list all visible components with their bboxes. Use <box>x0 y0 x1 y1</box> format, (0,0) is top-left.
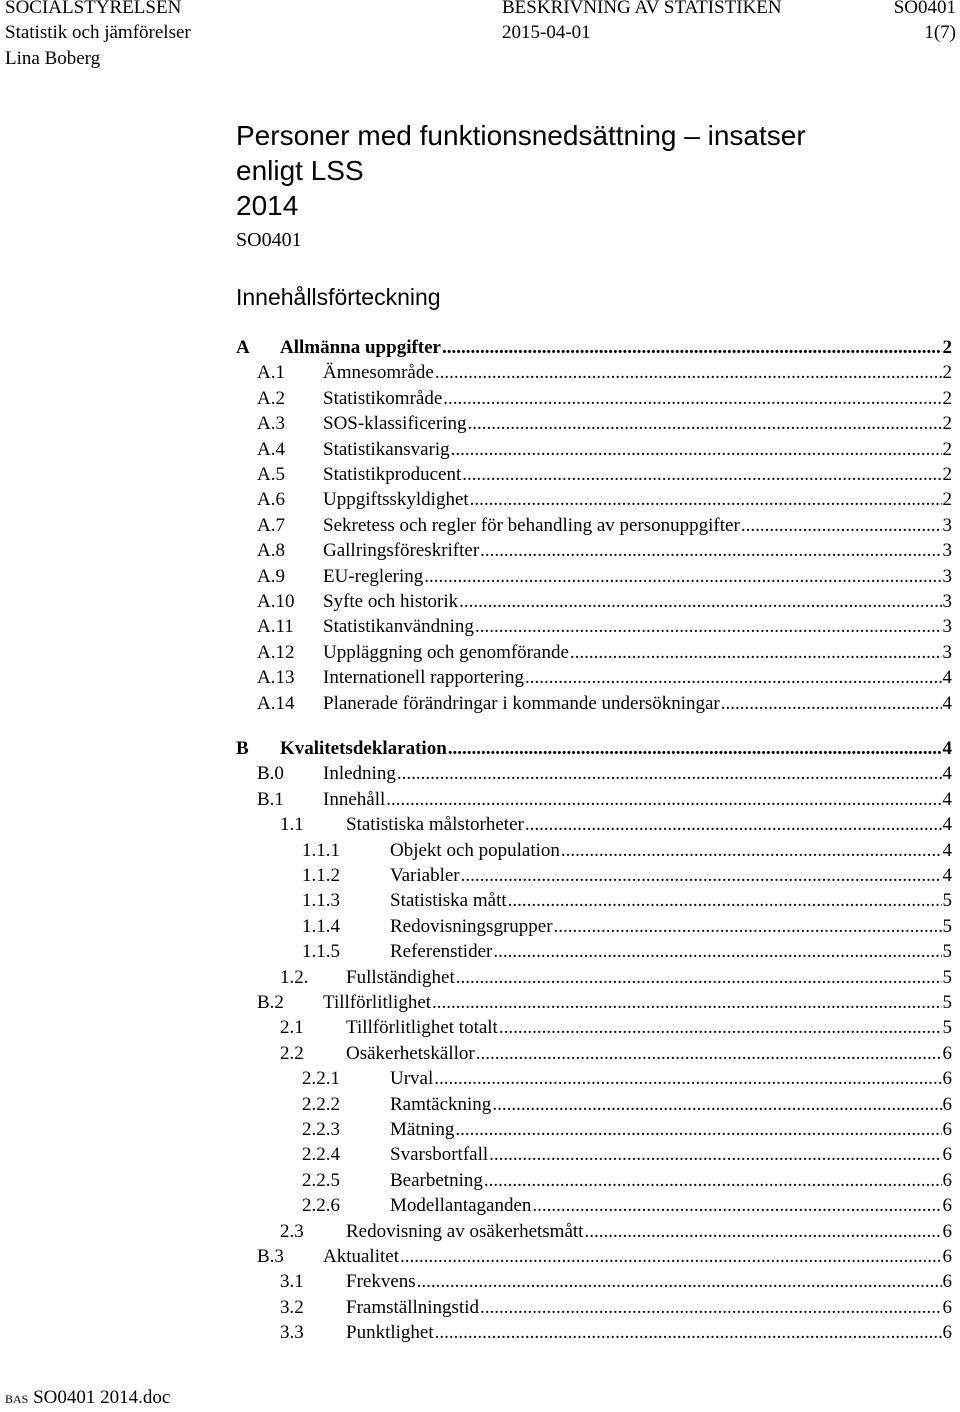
toc-entry-title: Variabler <box>390 865 460 886</box>
toc-entry-number: 2.2.3 <box>302 1119 340 1140</box>
toc-entry-page: 2 <box>942 337 952 358</box>
title-year: 2014 <box>236 190 299 221</box>
toc-entry[interactable] <box>280 813 952 837</box>
toc-entry-number: B <box>236 738 249 759</box>
toc-entry-title: Planerade förändringar i kommande undersökningar <box>323 692 720 714</box>
toc-entry-page: 5 <box>942 1017 952 1039</box>
toc-entry[interactable] <box>280 1220 952 1244</box>
toc-entry-title: Statistiska mått <box>390 890 507 912</box>
header-doc-code: SO0401 <box>893 0 956 18</box>
toc-entry-page: 3 <box>942 514 952 536</box>
toc-entry[interactable] <box>302 1169 952 1193</box>
toc-leader-dots <box>741 514 942 538</box>
toc-entry-title: Svarsbortfall <box>390 1144 489 1166</box>
toc-entry[interactable] <box>257 412 952 436</box>
toc-entry-number: A <box>236 337 250 358</box>
document-code: SO0401 <box>236 229 302 251</box>
toc-entry-number: 3.2 <box>280 1296 304 1318</box>
toc-entry[interactable] <box>280 1016 952 1040</box>
toc-leader-dots <box>484 1169 942 1193</box>
toc-leader-dots <box>554 915 942 939</box>
toc-leader-dots <box>443 387 941 411</box>
toc-entry[interactable] <box>257 1245 952 1269</box>
toc-entry-title: SOS-klassificering <box>323 413 467 435</box>
toc-section[interactable] <box>236 737 952 761</box>
toc-entry-page: 4 <box>942 692 952 714</box>
toc-entry[interactable] <box>302 864 952 888</box>
footer-filename: SO0401 2014.doc <box>33 1387 171 1408</box>
toc-entry-page: 5 <box>942 915 952 937</box>
toc-leader-dots <box>435 361 942 385</box>
toc-entry-title: Allmänna uppgifter <box>280 337 441 358</box>
toc-entry-number: A.3 <box>257 413 285 435</box>
toc-entry-page: 2 <box>942 464 952 485</box>
title-line-2: enligt LSS <box>236 155 364 186</box>
toc-entry-title: Kvalitetsdeklaration <box>280 738 447 759</box>
toc-entry[interactable] <box>302 839 952 863</box>
toc-entry-number: B.3 <box>257 1246 284 1267</box>
toc-entry-number: 2.2.6 <box>302 1195 340 1217</box>
toc-leader-dots <box>462 463 941 487</box>
toc-leader-dots <box>499 1016 942 1040</box>
toc-entry-title: Frekvens <box>346 1271 416 1293</box>
toc-entry[interactable] <box>257 641 952 665</box>
toc-leader-dots <box>480 539 941 563</box>
toc-leader-dots <box>532 1194 941 1218</box>
toc-entry-page: 6 <box>942 1169 952 1191</box>
toc-entry-page: 5 <box>942 992 952 1013</box>
toc-entry-page: 4 <box>942 839 952 861</box>
toc-entry-title: Osäkerhetskällor <box>346 1042 475 1064</box>
toc-entry[interactable] <box>257 463 952 487</box>
toc-entry-number: 1.2. <box>280 966 309 988</box>
toc-entry-page: 6 <box>942 1296 952 1318</box>
toc-entry-title: Mätning <box>390 1119 455 1140</box>
toc-leader-dots <box>424 565 941 589</box>
toc-entry-number: 2.3 <box>280 1220 304 1242</box>
header-org: SOCIALSTYRELSEN <box>5 0 182 18</box>
toc-entry[interactable] <box>302 1093 952 1117</box>
toc-entry-page: 5 <box>942 890 952 912</box>
toc-entry-page: 4 <box>942 667 952 689</box>
toc-entry-title: Bearbetning <box>390 1169 483 1191</box>
toc-entry-title: Ramtäckning <box>390 1093 492 1115</box>
toc-entry-title: Uppgiftsskyldighet <box>323 489 469 511</box>
toc-entry[interactable] <box>280 1321 952 1345</box>
toc-entry-title: Statistikansvarig <box>323 438 450 460</box>
toc-entry[interactable] <box>257 590 952 614</box>
footer <box>5 1387 170 1409</box>
toc-leader-dots <box>451 438 942 462</box>
toc-entry-title: Gallringsföreskrifter <box>323 540 480 562</box>
toc-entry-number: 2.1 <box>280 1017 304 1039</box>
toc-leader-dots <box>456 966 942 990</box>
toc-entry-title: Innehåll <box>323 788 386 810</box>
toc-entry[interactable] <box>257 666 952 690</box>
toc-entry-title: Ämnesområde <box>323 362 434 384</box>
toc-entry-number: A.13 <box>257 667 295 689</box>
toc-entry[interactable] <box>302 1143 952 1167</box>
toc-entry[interactable] <box>257 762 952 786</box>
toc-heading: Innehållsförteckning <box>236 284 441 310</box>
toc-entry[interactable] <box>302 1194 952 1218</box>
toc-leader-dots <box>570 641 942 665</box>
header-doc-type: BESKRIVNING AV STATISTIKEN <box>502 0 782 18</box>
toc-entry[interactable] <box>280 1296 952 1320</box>
toc-entry[interactable] <box>280 1270 952 1294</box>
toc-leader-dots <box>492 1093 941 1117</box>
toc-entry-page: 6 <box>942 1068 952 1090</box>
toc-entry-number: A.2 <box>257 387 285 409</box>
toc-entry-title: Fullständighet <box>346 966 455 988</box>
toc-entry[interactable] <box>257 438 952 462</box>
toc-entry-number: A.4 <box>257 438 285 460</box>
toc-leader-dots <box>489 1143 941 1167</box>
toc-leader-dots <box>584 1220 941 1244</box>
toc-entry-title: Tillförlitlighet totalt <box>346 1017 498 1039</box>
toc-entry-page: 3 <box>942 540 952 562</box>
toc-entry[interactable] <box>257 387 952 411</box>
toc-entry-page: 2 <box>942 362 952 384</box>
toc-entry-number: 1.1.1 <box>302 839 340 861</box>
toc-leader-dots <box>461 864 942 888</box>
toc-entry-number: 2.2.5 <box>302 1169 340 1191</box>
toc-entry-number: A.1 <box>257 362 285 384</box>
toc-entry-title: EU-reglering <box>323 565 424 587</box>
toc-entry-number: A.6 <box>257 489 285 511</box>
toc-entry-title: Redovisningsgrupper <box>390 915 553 937</box>
toc-entry-page: 6 <box>942 1246 952 1267</box>
toc-leader-dots <box>459 590 941 614</box>
title-line-1: Personer med funktionsnedsättning – insatser <box>236 120 806 151</box>
toc-entry-title: Statistikanvändning <box>323 616 474 638</box>
toc-entry-page: 4 <box>942 738 952 759</box>
toc-entry-page: 4 <box>942 763 952 785</box>
toc-leader-dots <box>508 889 942 913</box>
header-author: Lina Boberg <box>5 48 101 69</box>
toc-entry[interactable] <box>257 539 952 563</box>
toc-entry-number: 1.1.5 <box>302 941 340 963</box>
toc-entry-title: Statistiska målstorheter <box>346 814 524 836</box>
toc-entry-title: Redovisning av osäkerhetsmått <box>346 1220 584 1242</box>
toc-entry-page: 2 <box>942 413 952 435</box>
header-date: 2015-04-01 <box>502 22 591 43</box>
toc-entry-page: 6 <box>942 1195 952 1217</box>
toc-leader-dots <box>400 1245 942 1269</box>
toc-entry-title: Statistikområde <box>323 387 443 409</box>
toc-entry-page: 2 <box>942 387 952 409</box>
toc-entry-number: A.7 <box>257 514 285 536</box>
toc-leader-dots <box>455 1118 941 1142</box>
toc-entry-number: 3.1 <box>280 1271 304 1293</box>
toc-entry-number: A.12 <box>257 641 295 663</box>
toc-entry-page: 3 <box>942 616 952 638</box>
toc-leader-dots <box>386 788 941 812</box>
toc-entry-number: B.1 <box>257 788 284 810</box>
footer-prefix: BAS <box>5 1392 29 1406</box>
toc-entry-page: 6 <box>942 1220 952 1242</box>
header-subtitle: Statistik och jämförelser <box>5 22 191 43</box>
toc-entry[interactable] <box>257 514 952 538</box>
toc-leader-dots <box>442 336 942 360</box>
toc-entry[interactable] <box>302 940 952 964</box>
toc-entry[interactable] <box>280 1042 952 1066</box>
toc-entry-number: B.2 <box>257 992 284 1013</box>
toc-leader-dots <box>468 412 942 436</box>
toc-entry-title: Internationell rapportering <box>323 667 525 689</box>
toc-entry-number: 2.2.2 <box>302 1093 340 1115</box>
toc-entry-page: 6 <box>942 1093 952 1115</box>
toc-leader-dots <box>525 666 941 690</box>
toc-leader-dots <box>561 839 942 863</box>
toc-entry[interactable] <box>257 361 952 385</box>
toc-entry-page: 4 <box>942 814 952 836</box>
toc-entry-title: Punktlighet <box>346 1322 434 1344</box>
toc-entry[interactable] <box>257 788 952 812</box>
toc-leader-dots <box>397 762 942 786</box>
toc-entry-page: 2 <box>942 489 952 511</box>
toc-entry-title: Statistikproducent <box>323 464 462 485</box>
toc-leader-dots <box>435 1321 942 1345</box>
toc-entry-title: Uppläggning och genomförande <box>323 641 569 663</box>
toc-entry-number: 2.2.1 <box>302 1068 340 1090</box>
toc-entry-page: 3 <box>942 565 952 587</box>
toc-entry-title: Syfte och historik <box>323 591 459 612</box>
toc-leader-dots <box>434 1067 941 1091</box>
toc-entry-title: Framställningstid <box>346 1296 479 1318</box>
toc-entry-title: Urval <box>390 1068 434 1090</box>
toc-entry-page: 3 <box>942 591 952 612</box>
toc-entry[interactable] <box>257 488 952 512</box>
toc-entry-title: Objekt och population <box>390 839 560 861</box>
toc-leader-dots <box>480 1296 942 1320</box>
toc-entry[interactable] <box>257 565 952 589</box>
toc-entry-number: 1.1 <box>280 814 304 836</box>
toc-entry-number: A.8 <box>257 540 285 562</box>
toc-entry[interactable] <box>302 1067 952 1091</box>
toc-leader-dots <box>470 488 942 512</box>
toc-entry[interactable] <box>257 615 952 639</box>
toc-entry-number: 1.1.2 <box>302 865 340 886</box>
toc-entry[interactable] <box>257 991 952 1015</box>
toc-entry[interactable] <box>302 915 952 939</box>
toc-entry-number: A.5 <box>257 464 285 485</box>
toc-entry-page: 4 <box>942 865 952 886</box>
document-title <box>236 118 806 223</box>
header-page-number: 1(7) <box>924 22 956 43</box>
toc-entry-title: Sekretess och regler för behandling av personuppgifter <box>323 514 740 536</box>
toc-entry-page: 6 <box>942 1042 952 1064</box>
toc-entry-title: Modellantaganden <box>390 1195 532 1217</box>
toc-entry-number: 1.1.4 <box>302 915 340 937</box>
toc-entry[interactable] <box>302 889 952 913</box>
toc-entry-number: 1.1.3 <box>302 890 340 912</box>
toc-leader-dots <box>476 1042 942 1066</box>
toc-entry-number: A.14 <box>257 692 295 714</box>
toc-leader-dots <box>525 813 942 837</box>
toc-entry-number: B.0 <box>257 763 284 785</box>
toc-entry-page: 2 <box>942 438 952 460</box>
toc-entry-page: 6 <box>942 1322 952 1344</box>
toc-leader-dots <box>493 940 941 964</box>
toc-entry-number: A.10 <box>257 591 295 612</box>
toc-leader-dots <box>721 692 942 716</box>
toc-entry[interactable] <box>257 692 952 716</box>
toc-entry-page: 5 <box>942 966 952 988</box>
toc-entry[interactable] <box>302 1118 952 1142</box>
toc-entry-number: A.11 <box>257 616 294 638</box>
toc-entry-page: 6 <box>942 1271 952 1293</box>
toc-entry-page: 5 <box>942 941 952 963</box>
toc-entry-page: 6 <box>942 1119 952 1140</box>
toc-leader-dots <box>417 1270 942 1294</box>
toc-entry-page: 3 <box>942 641 952 663</box>
toc-entry-number: 2.2.4 <box>302 1144 340 1166</box>
toc-leader-dots <box>448 737 942 761</box>
toc-entry-number: A.9 <box>257 565 285 587</box>
toc-leader-dots <box>475 615 942 639</box>
toc-entry-number: 3.3 <box>280 1322 304 1344</box>
toc-section[interactable] <box>236 336 952 360</box>
toc-entry[interactable] <box>280 966 952 990</box>
toc-entry-title: Inledning <box>323 763 396 785</box>
toc-leader-dots <box>432 991 941 1015</box>
toc-entry-title: Aktualitet <box>323 1246 399 1267</box>
toc-entry-number: 2.2 <box>280 1042 304 1064</box>
toc-entry-page: 6 <box>942 1144 952 1166</box>
toc-entry-title: Referenstider <box>390 941 493 963</box>
toc-entry-page: 4 <box>942 788 952 810</box>
toc-entry-title: Tillförlitlighet <box>323 992 432 1013</box>
